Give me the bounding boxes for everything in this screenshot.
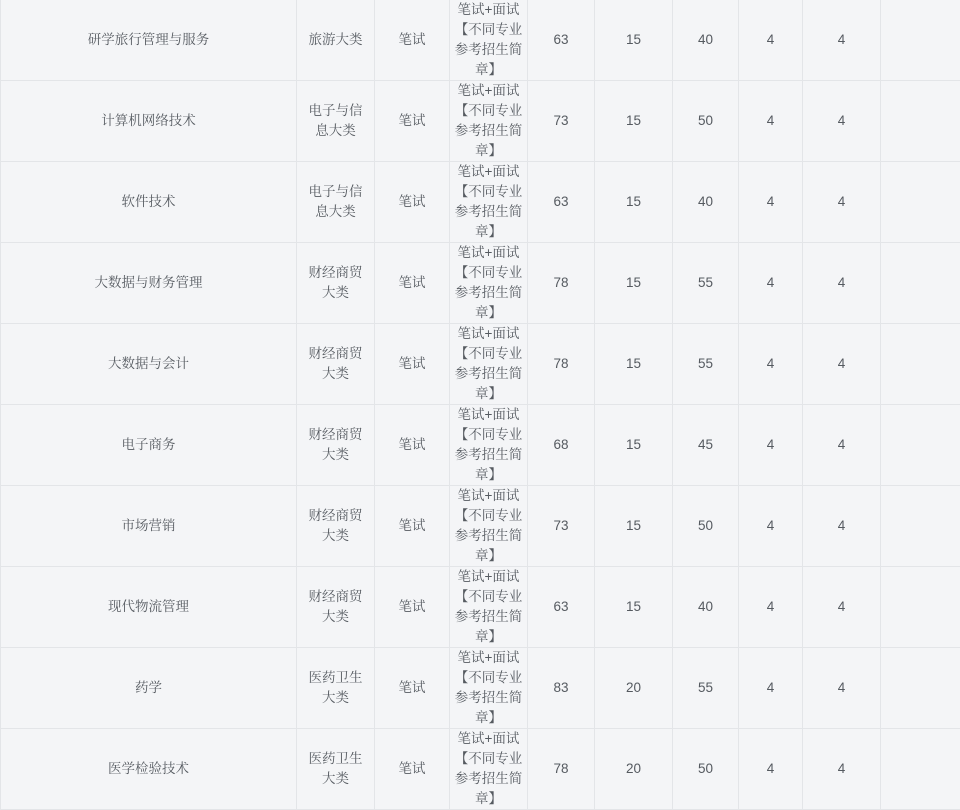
score-total-cell: 68 [528,405,595,486]
score-part-b-cell: 55 [673,324,739,405]
score-part-a-cell: 15 [595,0,673,81]
count-b-cell: 4 [803,81,881,162]
category-cell: 财经商贸大类 [297,324,375,405]
table-row [1,405,960,486]
score-total-cell: 63 [528,162,595,243]
score-total-cell: 63 [528,0,595,81]
major-cell: 电子商务 [1,405,297,486]
score-part-a-cell: 15 [595,324,673,405]
category-cell: 旅游大类 [297,0,375,81]
score-part-b-cell: 40 [673,162,739,243]
major-cell: 研学旅行管理与服务 [1,0,297,81]
count-b-cell: 4 [803,405,881,486]
remark-cell [881,567,960,648]
count-a-cell: 4 [739,486,803,567]
remark-cell [881,648,960,729]
table-body [1,0,960,810]
count-b-cell: 4 [803,648,881,729]
score-part-b-cell: 40 [673,0,739,81]
table-row [1,567,960,648]
score-part-a-cell: 15 [595,567,673,648]
score-total-cell: 78 [528,729,595,810]
table-row [1,0,960,81]
score-part-a-cell: 15 [595,81,673,162]
remark-cell [881,0,960,81]
major-cell: 大数据与会计 [1,324,297,405]
table-row [1,81,960,162]
count-a-cell: 4 [739,405,803,486]
major-cell: 现代物流管理 [1,567,297,648]
remark-cell [881,81,960,162]
category-cell: 电子与信息大类 [297,81,375,162]
remark-cell [881,243,960,324]
count-b-cell: 4 [803,243,881,324]
score-part-b-cell: 50 [673,729,739,810]
remark-cell [881,324,960,405]
major-cell: 大数据与财务管理 [1,243,297,324]
major-cell: 药学 [1,648,297,729]
category-cell: 财经商贸大类 [297,243,375,324]
table-row [1,162,960,243]
score-part-a-cell: 15 [595,162,673,243]
count-b-cell: 4 [803,567,881,648]
exam-mode-cell: 笔试+面试【不同专业参考招生简章】 [450,324,528,405]
score-part-b-cell: 55 [673,648,739,729]
table-row [1,486,960,567]
score-total-cell: 78 [528,324,595,405]
exam-type-cell: 笔试 [375,162,450,243]
count-a-cell: 4 [739,648,803,729]
exam-type-cell: 笔试 [375,648,450,729]
exam-mode-cell: 笔试+面试【不同专业参考招生简章】 [450,729,528,810]
remark-cell [881,162,960,243]
exam-mode-cell: 笔试+面试【不同专业参考招生简章】 [450,81,528,162]
exam-mode-cell: 笔试+面试【不同专业参考招生简章】 [450,405,528,486]
exam-mode-cell: 笔试+面试【不同专业参考招生简章】 [450,486,528,567]
category-cell: 电子与信息大类 [297,162,375,243]
score-part-b-cell: 50 [673,486,739,567]
count-b-cell: 4 [803,0,881,81]
category-cell: 财经商贸大类 [297,405,375,486]
exam-mode-cell: 笔试+面试【不同专业参考招生简章】 [450,567,528,648]
count-a-cell: 4 [739,81,803,162]
count-b-cell: 4 [803,486,881,567]
remark-cell [881,729,960,810]
count-b-cell: 4 [803,324,881,405]
major-cell: 软件技术 [1,162,297,243]
exam-type-cell: 笔试 [375,0,450,81]
count-b-cell: 4 [803,729,881,810]
table-row [1,243,960,324]
count-b-cell: 4 [803,162,881,243]
score-total-cell: 83 [528,648,595,729]
remark-cell [881,486,960,567]
score-part-a-cell: 15 [595,243,673,324]
score-part-b-cell: 40 [673,567,739,648]
category-cell: 财经商贸大类 [297,567,375,648]
major-cell: 市场营销 [1,486,297,567]
table-row [1,729,960,810]
remark-cell [881,405,960,486]
category-cell: 医药卫生大类 [297,648,375,729]
exam-type-cell: 笔试 [375,243,450,324]
category-cell: 医药卫生大类 [297,729,375,810]
exam-type-cell: 笔试 [375,486,450,567]
score-total-cell: 78 [528,243,595,324]
count-a-cell: 4 [739,0,803,81]
exam-type-cell: 笔试 [375,729,450,810]
exam-type-cell: 笔试 [375,81,450,162]
exam-type-cell: 笔试 [375,324,450,405]
exam-mode-cell: 笔试+面试【不同专业参考招生简章】 [450,0,528,81]
category-cell: 财经商贸大类 [297,486,375,567]
score-part-a-cell: 20 [595,648,673,729]
score-part-a-cell: 15 [595,405,673,486]
count-a-cell: 4 [739,243,803,324]
score-part-a-cell: 15 [595,486,673,567]
count-a-cell: 4 [739,567,803,648]
exam-mode-cell: 笔试+面试【不同专业参考招生简章】 [450,648,528,729]
major-cell: 计算机网络技术 [1,81,297,162]
exam-type-cell: 笔试 [375,405,450,486]
count-a-cell: 4 [739,162,803,243]
score-total-cell: 73 [528,486,595,567]
score-part-b-cell: 55 [673,243,739,324]
score-part-b-cell: 45 [673,405,739,486]
count-a-cell: 4 [739,324,803,405]
exam-type-cell: 笔试 [375,567,450,648]
score-total-cell: 63 [528,567,595,648]
major-cell: 医学检验技术 [1,729,297,810]
score-total-cell: 73 [528,81,595,162]
exam-mode-cell: 笔试+面试【不同专业参考招生简章】 [450,162,528,243]
count-a-cell: 4 [739,729,803,810]
table-row [1,324,960,405]
table-row [1,648,960,729]
score-part-a-cell: 20 [595,729,673,810]
exam-mode-cell: 笔试+面试【不同专业参考招生简章】 [450,243,528,324]
score-part-b-cell: 50 [673,81,739,162]
